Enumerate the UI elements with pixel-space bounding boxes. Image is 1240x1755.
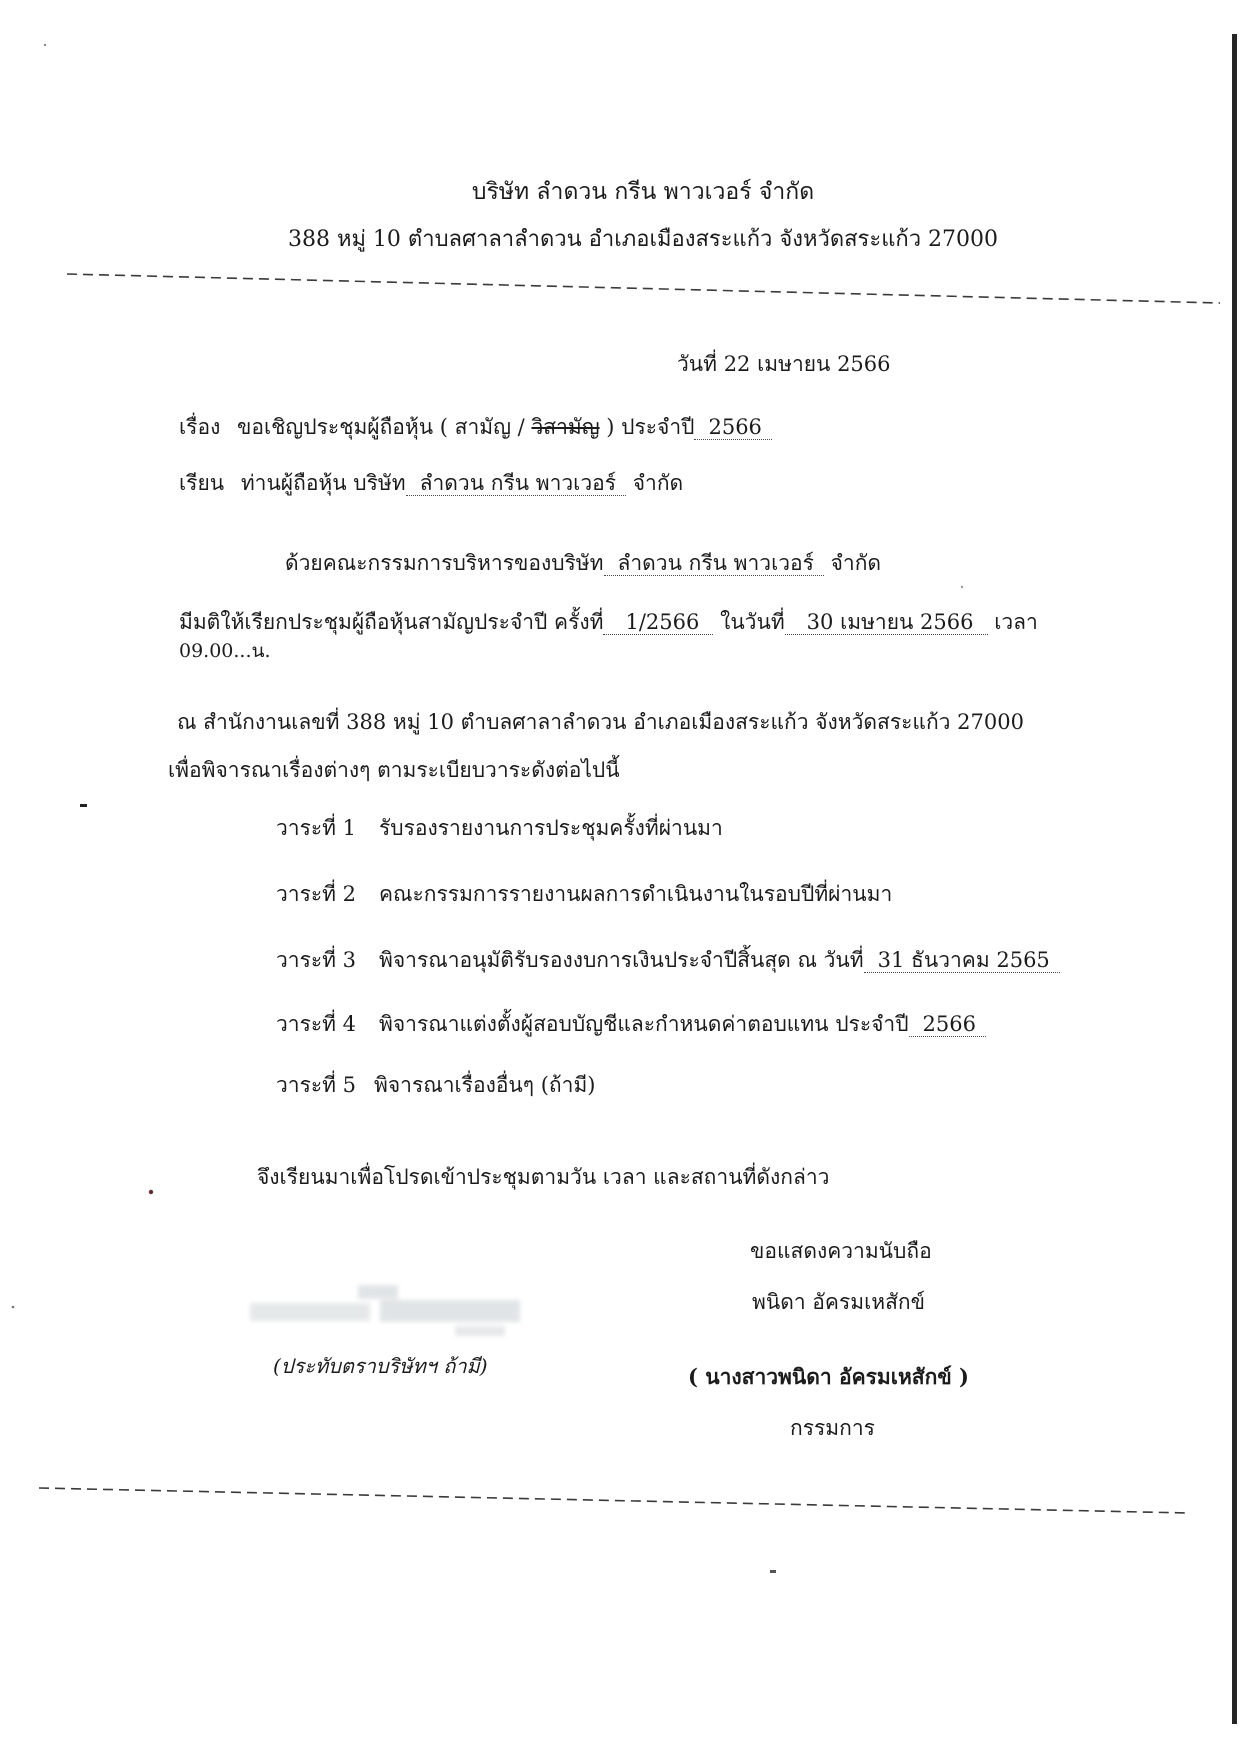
scan-speck [44,44,46,46]
agenda-item-text: พิจารณาเรื่องอื่นๆ (ถ้ามี) [374,1073,596,1097]
agenda-item-text-group [379,946,1060,974]
letter-date [677,350,891,378]
recipient-label: เรียน [179,471,225,495]
meeting-date: 30 เมษายน 2566 [785,610,988,635]
intro-paragraph [285,549,881,577]
agenda-item-text: รับรองรายงานการประชุมครั้งที่ผ่านมา [379,816,723,840]
meeting-number: 1/2566 [603,610,713,635]
meeting-time: 09.00...น. [179,640,271,662]
agenda-item-text-group [379,1010,986,1038]
scan-speck [12,1306,15,1309]
recipient-company: ลำดวน กรีน พาวเวอร์ [406,471,626,496]
scan-speck [80,804,87,807]
agenda-item-label: วาระที่ 5 [276,1073,357,1097]
closing-regards: ขอแสดงความนับถือ [750,1239,932,1263]
agenda-item-fill: 31 ธันวาคม 2565 [864,948,1060,973]
signed-name: พนิดา อัครมเหสักข์ [752,1290,925,1314]
bottom-dashed-separator [39,1488,1188,1513]
agenda-item-label: วาระที่ 2 [276,882,357,906]
subject-struck-option: วิสามัญ [531,415,600,439]
faint-company-stamp [250,1285,520,1336]
agenda-item-text: พิจารณาแต่งตั้งผู้สอบบัญชีและกำหนดค่าตอบแทน ประจำปี [379,1012,909,1036]
date-value: 22 เมษายน 2566 [723,352,891,376]
subject-year: 2566 [694,415,771,440]
recipient-text: ท่านผู้ถือหุ้น บริษัท [240,471,406,495]
intro-text: ด้วยคณะกรรมการบริหารของบริษัท [285,551,604,575]
subject-text-after: ) ประจำปี [606,415,695,439]
company-name-heading: บริษัท ลำดวน กรีน พาวเวอร์ จำกัด [471,179,815,205]
agenda-item-text: พิจารณาอนุมัติรับรองงบการเงินประจำปีสิ้นสุด ณ วันที่ [379,948,864,972]
stamp-note: (ประทับตราบริษัทฯ ถ้ามี) [273,1354,488,1378]
recipient-line [179,469,683,497]
agenda-item [276,814,1176,842]
meeting-venue: ณ สำนักงานเลขที่ 388 หมู่ 10 ตำบลศาลาลำดวน อำเภอเมืองสระแก้ว จังหวัดสระแก้ว 27000 [177,710,1024,734]
scan-edge-shadow [1232,34,1237,1724]
agenda-intro: เพื่อพิจารณาเรื่องต่างๆ ตามระเบียบวาระดังต่อไปนี้ [168,758,620,782]
subject-text: ขอเชิญประชุมผู้ถือหุ้น ( สามัญ / [237,415,525,439]
recipient-suffix: จำกัด [632,471,684,495]
agenda-item-label: วาระที่ 4 [276,1012,357,1036]
subject-label: เรื่อง [179,415,221,439]
intro-suffix: จำกัด [830,551,882,575]
meeting-date-label: ในวันที่ [720,610,785,634]
closing-request: จึงเรียนมาเพื่อโปรดเข้าประชุมตามวัน เวลา และสถานที่ดังกล่าว [257,1165,830,1189]
agenda-item-text: คณะกรรมการรายงานผลการดำเนินงานในรอบปีที่ผ่านมา [379,882,893,906]
resolution-text: มีมติให้เรียกประชุมผู้ถือหุ้นสามัญประจำปี ครั้งที่ [179,610,604,634]
subject-line [179,413,772,441]
resolution-line [179,608,1038,636]
company-address: 388 หมู่ 10 ตำบลศาลาลำดวน อำเภอเมืองสระแก้ว จังหวัดสระแก้ว 27000 [287,227,999,252]
signatory-position: กรรมการ [790,1416,875,1440]
agenda-item [276,880,1176,908]
agenda-item [276,1071,1176,1099]
date-label: วันที่ [677,352,717,376]
agenda-item [276,1010,1176,1038]
meeting-time-label: เวลา [994,610,1038,634]
intro-company: ลำดวน กรีน พาวเวอร์ [604,551,824,576]
agenda-item-label: วาระที่ 1 [276,816,357,840]
agenda-item-fill: 2566 [909,1012,986,1037]
agenda-item-label: วาระที่ 3 [276,948,357,972]
signatory-printed-name: ( นางสาวพนิดา อัครมเหสักข์ ) [688,1364,969,1389]
top-dashed-separator [67,274,1220,303]
agenda-item [276,946,1176,974]
scan-speck [961,586,963,588]
scan-speck [770,1570,776,1573]
scan-speck [149,1190,153,1194]
